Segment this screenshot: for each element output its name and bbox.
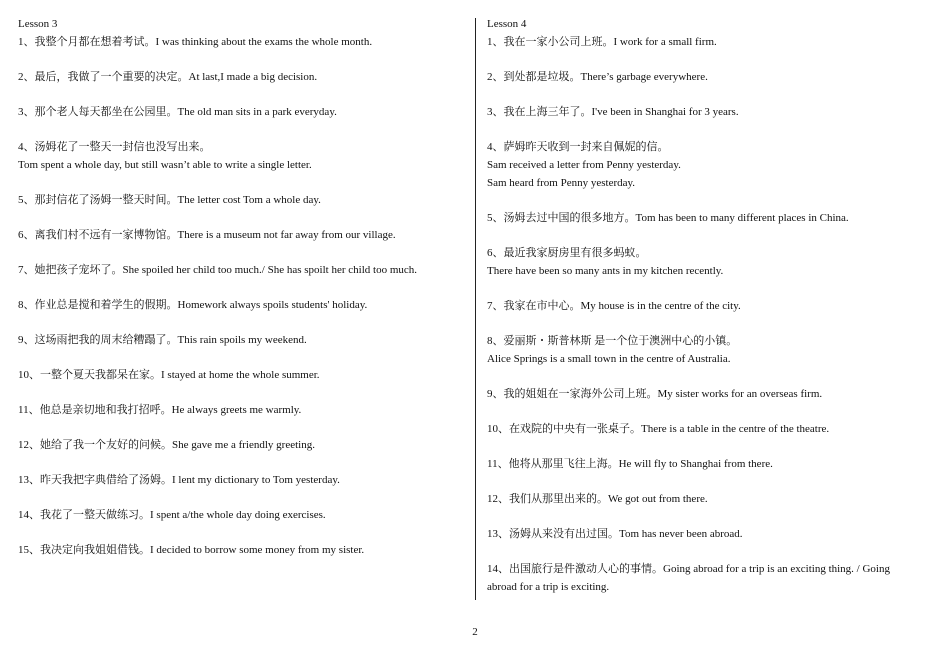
sentence-line: 9、这场雨把我的周末给糟蹋了。This rain spoils my weekend. [18,334,307,346]
lesson-4-items [487,33,937,596]
sentence-item [18,191,458,209]
sentence-item [18,436,458,454]
sentence-item [487,138,937,192]
sentence-item [18,401,458,419]
sentence-item [18,366,458,384]
sentence-line: 12、我们从那里出来的。We got out from there. [487,493,708,505]
sentence-item [18,261,458,279]
sentence-line: 7、我家在市中心。My house is in the centre of the city. [487,300,741,312]
sentence-item [487,490,937,508]
sentence-line: 13、昨天我把字典借给了汤姆。I lent my dictionary to Tom yesterday. [18,474,340,486]
sentence-line: 15、我决定向我姐姐借钱。I decided to borrow some money from my sister. [18,544,365,556]
sentence-item [18,506,458,524]
sentence-item [487,209,937,227]
sentence-line: 4、萨姆昨天收到一封来自佩妮的信。 [487,141,669,153]
sentence-line: 11、他总是亲切地和我打招呼。He always greets me warmly. [18,404,302,416]
sentence-line: Sam heard from Penny yesterday. [487,177,636,189]
sentence-line: 1、我在一家小公司上班。I work for a small firm. [487,36,717,48]
sentence-item [487,420,937,438]
sentence-line: Sam received a letter from Penny yesterday. [487,159,681,171]
lesson-3-column [18,16,458,576]
sentence-item [18,103,458,121]
sentence-line: 5、那封信花了汤姆一整天时间。The letter cost Tom a whole day. [18,194,321,206]
sentence-item [487,332,937,368]
sentence-line: 13、汤姆从来没有出过国。Tom has never been abroad. [487,528,743,540]
sentence-line: 7、她把孩子宠坏了。She spoiled her child too much./ She has spoilt her child too much. [18,264,418,276]
sentence-line: 2、最后，我做了一个重要的决定。At last,I made a big decision. [18,71,318,83]
sentence-line: 8、爱丽斯・斯普林斯 是一个位于澳洲中心的小镇。 [487,335,738,347]
sentence-line: abroad for a trip is exciting. [487,581,610,593]
sentence-line: Tom spent a whole day, but still wasn’t able to write a single letter. [18,159,312,171]
sentence-item [18,331,458,349]
sentence-item [18,541,458,559]
sentence-item [18,226,458,244]
sentence-line: 6、离我们村不远有一家博物馆。There is a museum not far away from our village. [18,229,396,241]
sentence-line: 2、到处都是垃圾。There’s garbage everywhere. [487,71,708,83]
sentence-line: 3、我在上海三年了。I've been in Shanghai for 3 years. [487,106,739,118]
lesson-4-title: Lesson 4 [487,18,527,30]
sentence-item [487,33,937,51]
lesson-3-items [18,33,458,559]
sentence-line: 12、她给了我一个友好的问候。She gave me a friendly greeting. [18,439,315,451]
sentence-item [487,560,937,596]
sentence-item [487,103,937,121]
column-divider [475,18,476,600]
sentence-line: 9、我的姐姐在一家海外公司上班。My sister works for an overseas firm. [487,388,823,400]
sentence-line: 14、出国旅行是件激动人心的事情。Going abroad for a trip is an exciting thing. / Going [487,563,890,575]
sentence-item [18,138,458,174]
sentence-line: 3、那个老人每天都坐在公园里。The old man sits in a park everyday. [18,106,337,118]
sentence-item [487,244,937,280]
sentence-line: 14、我花了一整天做练习。I spent a/the whole day doing exercises. [18,509,326,521]
sentence-line: 10、在戏院的中央有一张桌子。There is a table in the centre of the theatre. [487,423,830,435]
sentence-line: 6、最近我家厨房里有很多蚂蚁。 [487,247,647,259]
lesson-3-title: Lesson 3 [18,18,58,30]
sentence-item [487,297,937,315]
lesson-4-column [487,16,937,613]
sentence-line: 10、一整个夏天我都呆在家。I stayed at home the whole summer. [18,369,320,381]
sentence-line: 11、他将从那里飞往上海。He will fly to Shanghai from there. [487,458,773,470]
sentence-line: 5、汤姆去过中国的很多地方。Tom has been to many different places in China. [487,212,849,224]
sentence-item [487,455,937,473]
sentence-item [487,385,937,403]
sentence-item [18,33,458,51]
sentence-item [487,68,937,86]
sentence-item [18,296,458,314]
sentence-line: 8、作业总是搅和着学生的假期。Homework always spoils students' holiday. [18,299,368,311]
sentence-line: Alice Springs is a small town in the centre of Australia. [487,353,731,365]
sentence-line: 4、汤姆花了一整天一封信也没写出来。 [18,141,211,153]
sentence-line: There have been so many ants in my kitchen recently. [487,265,724,277]
sentence-item [18,471,458,489]
sentence-line: 1、我整个月都在想着考试。I was thinking about the exams the whole month. [18,36,373,48]
sentence-item [18,68,458,86]
page-number: 2 [472,626,478,638]
sentence-item [487,525,937,543]
